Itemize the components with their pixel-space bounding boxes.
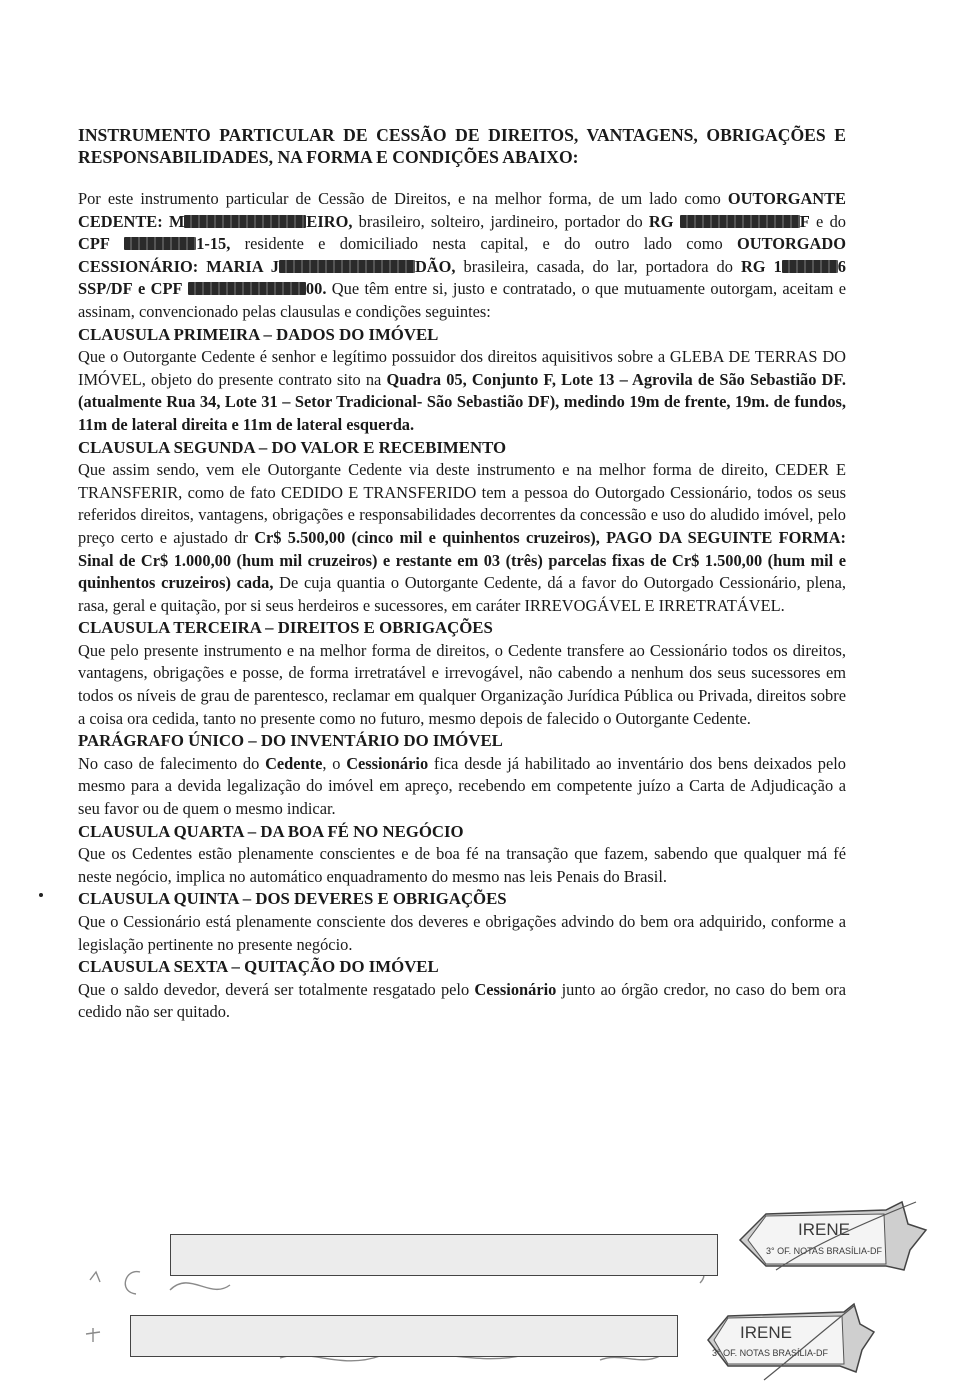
intro-text: residente e domiciliado nesta capital, e do outro lado como	[230, 234, 737, 254]
rg2-label: RG 1	[740, 256, 782, 276]
redacted-signature-2	[130, 1315, 678, 1357]
stamp-2-sub: 3° OF. NOTAS BRASÍLIA-DF	[712, 1348, 828, 1358]
clausula-quinta-heading: CLAUSULA QUINTA – DOS DEVERES E OBRIGAÇÕES	[78, 889, 507, 909]
redaction-cedente-name	[184, 215, 306, 228]
redaction-cpf	[124, 237, 196, 250]
cpf-label: CPF	[78, 234, 110, 254]
cedente-name-end: EIRO,	[306, 211, 353, 231]
clausula-terceira-text: Que pelo presente instrumento e na melhor forma de direitos, o Cedente transfere ao Cessionário todos os direitos, vantagens, obrigações e posse, de forma irretratável e irrevogável, não cabendo a nenhum dos seus sucessores em todos os níveis de grau de parentesco, reclamar em qualquer Organização Jurídica Pública ou Privada, direitos sobre a coisa ora cedida, tanto no presente como no futuro, mesmo depois de falecido o Outorgante Cedente.	[78, 640, 846, 728]
intro-text: brasileira, casada, do lar, portadora do	[455, 256, 741, 276]
cessionario-label: OUTORGADO CESSIONÁRIO: MARIA J	[78, 234, 846, 276]
stamp-1-sub: 3° OF. NOTAS BRASÍLIA-DF	[766, 1246, 882, 1256]
stamp-1-name: IRENE	[798, 1220, 850, 1239]
clausula-sexta-text	[78, 979, 846, 1024]
notary-stamp-1	[736, 1200, 931, 1278]
clausula-segunda-text	[78, 459, 846, 617]
paragrafo-unico-text	[78, 753, 846, 821]
intro-text: e do	[809, 211, 846, 231]
paragrafo-unico-heading: PARÁGRAFO ÚNICO – DO INVENTÁRIO DO IMÓVEL	[78, 731, 503, 751]
margin-dot	[39, 893, 43, 897]
clause-text: Que assim sendo, vem ele Outorgante Cedente via deste instrumento e na melhor forma de direito, CEDER E TRANSFERIR, como de fato CEDIDO E TRANSFERIDO tem a pessoa do Outorgado Cessionário, todos os seus referidos direitos, vantagens, obrigações e responsabilidades decorrentes da concessão e uso do aludido imóvel, pelo preço certo e ajustado dr	[78, 460, 846, 547]
cpf-end: 1-15,	[196, 234, 231, 254]
clausula-segunda-heading: CLAUSULA SEGUNDA – DO VALOR E RECEBIMENTO	[78, 437, 507, 457]
cedente-label: OUTORGANTE CEDENTE: M	[78, 189, 846, 231]
clause-text: , o	[322, 753, 347, 773]
clause-text: No caso de falecimento do	[78, 753, 266, 773]
payment-terms: Cr$ 5.500,00 (cinco mil e quinhentos cruzeiros), PAGO DA SEGUINTE FORMA: Sinal de Cr$ 1.000,00 (hum mil cruzeiros) e restante em 03 (três) parcelas fixas de Cr$ 1.500,00 (hum mil e quinhentos cruzeiros) cada,	[78, 527, 846, 593]
clausula-terceira-heading: CLAUSULA TERCEIRA – DIREITOS E OBRIGAÇÕES	[78, 618, 493, 638]
intro-text: brasileiro, solteiro, jardineiro, portador do	[352, 211, 649, 231]
clausula-sexta-heading: CLAUSULA SEXTA – QUITAÇÃO DO IMÓVEL	[78, 957, 439, 977]
clause-text: junto ao órgão credor, no caso do bem ora cedido não ser quitado.	[78, 979, 846, 1022]
clausula-quarta-heading: CLAUSULA QUARTA – DA BOA FÉ NO NEGÓCIO	[78, 821, 464, 841]
notary-stamp-2	[704, 1300, 879, 1382]
rg-end: F	[799, 211, 810, 231]
stamp-2-name: IRENE	[740, 1323, 792, 1342]
clausula-primeira-text	[78, 346, 846, 436]
clausula-quarta-text: Que os Cedentes estão plenamente conscientes e de boa fé na transação que fazem, sabendo que qualquer má fé neste negócio, implica no automático enquadramento do mesmo nas leis Penais do Brasil.	[78, 844, 846, 886]
clause-text: Que o saldo devedor, deverá ser totalmente resgatado pelo	[78, 979, 475, 999]
cessionario-name-end: DÃO,	[414, 256, 456, 276]
cpf2-label: e CPF	[138, 279, 183, 299]
clause-text: Que o Outorgante Cedente é senhor e legítimo possuidor dos direitos aquisitivos sobre a GLEBA DE TERRAS DO IMÓVEL, objeto do presente contrato sito na	[78, 347, 846, 389]
cessionario-term: Cessionário	[346, 753, 429, 773]
document-body	[78, 124, 846, 1024]
intro-text: Que têm entre si, justo e contratado, o que mutuamente outorgam, aceitam e assinam, convencionado pelas clausulas e condições seguintes:	[78, 279, 847, 321]
clause-text: De cuja quantia o Outorgante Cedente, dá a favor do Outorgado Cessionário, plena, rasa, geral e quitação, por si seus herdeiros e sucessores, em caráter IRREVOGÁVEL E IRRETRATÁVEL.	[78, 573, 846, 615]
redaction-cpf2	[188, 282, 306, 295]
redacted-signature-1	[170, 1234, 718, 1276]
rg2-end: 6 SSP/DF	[78, 256, 846, 299]
redaction-rg2	[782, 260, 838, 273]
clausula-quinta-text: Que o Cessionário está plenamente consciente dos deveres e obrigações advindo do bem ora adquirido, conforme a legislação pertinente no presente negócio.	[78, 912, 846, 954]
intro-paragraph	[78, 188, 846, 324]
rg-label: RG	[648, 211, 674, 231]
clausula-primeira-heading: CLAUSULA PRIMEIRA – DADOS DO IMÓVEL	[78, 324, 439, 344]
cpf2-end: 00.	[305, 279, 327, 299]
intro-text: Por este instrumento particular de Cessão de Direitos, e na melhor forma, de um lado como	[78, 189, 728, 208]
redaction-rg	[680, 215, 800, 228]
property-address: Quadra 05, Conjunto F, Lote 13 – Agrovila de São Sebastião DF. (atualmente Rua 34, Lote 31 – Setor Tradicional- São Sebastião DF), medindo 19m de frente, 19m. de fundos, 11m de lateral direita e 11m de lateral esquerda.	[78, 369, 846, 434]
redaction-cessionario-name	[279, 260, 415, 273]
cessionario-term: Cessionário	[474, 979, 557, 999]
document-title: INSTRUMENTO PARTICULAR DE CESSÃO DE DIREITOS, VANTAGENS, OBRIGAÇÕES E RESPONSABILIDADES, NA FORMA E CONDIÇÕES ABAIXO:	[78, 125, 846, 167]
cedente-term: Cedente	[265, 753, 323, 773]
clause-text: fica desde já habilitado ao inventário dos bens deixados pelo mesmo para a devida legalização do imóvel em apreço, recebendo em competente juízo a Carta de Adjudicação a seu favor ou de quem o mesmo indicar.	[78, 753, 846, 819]
